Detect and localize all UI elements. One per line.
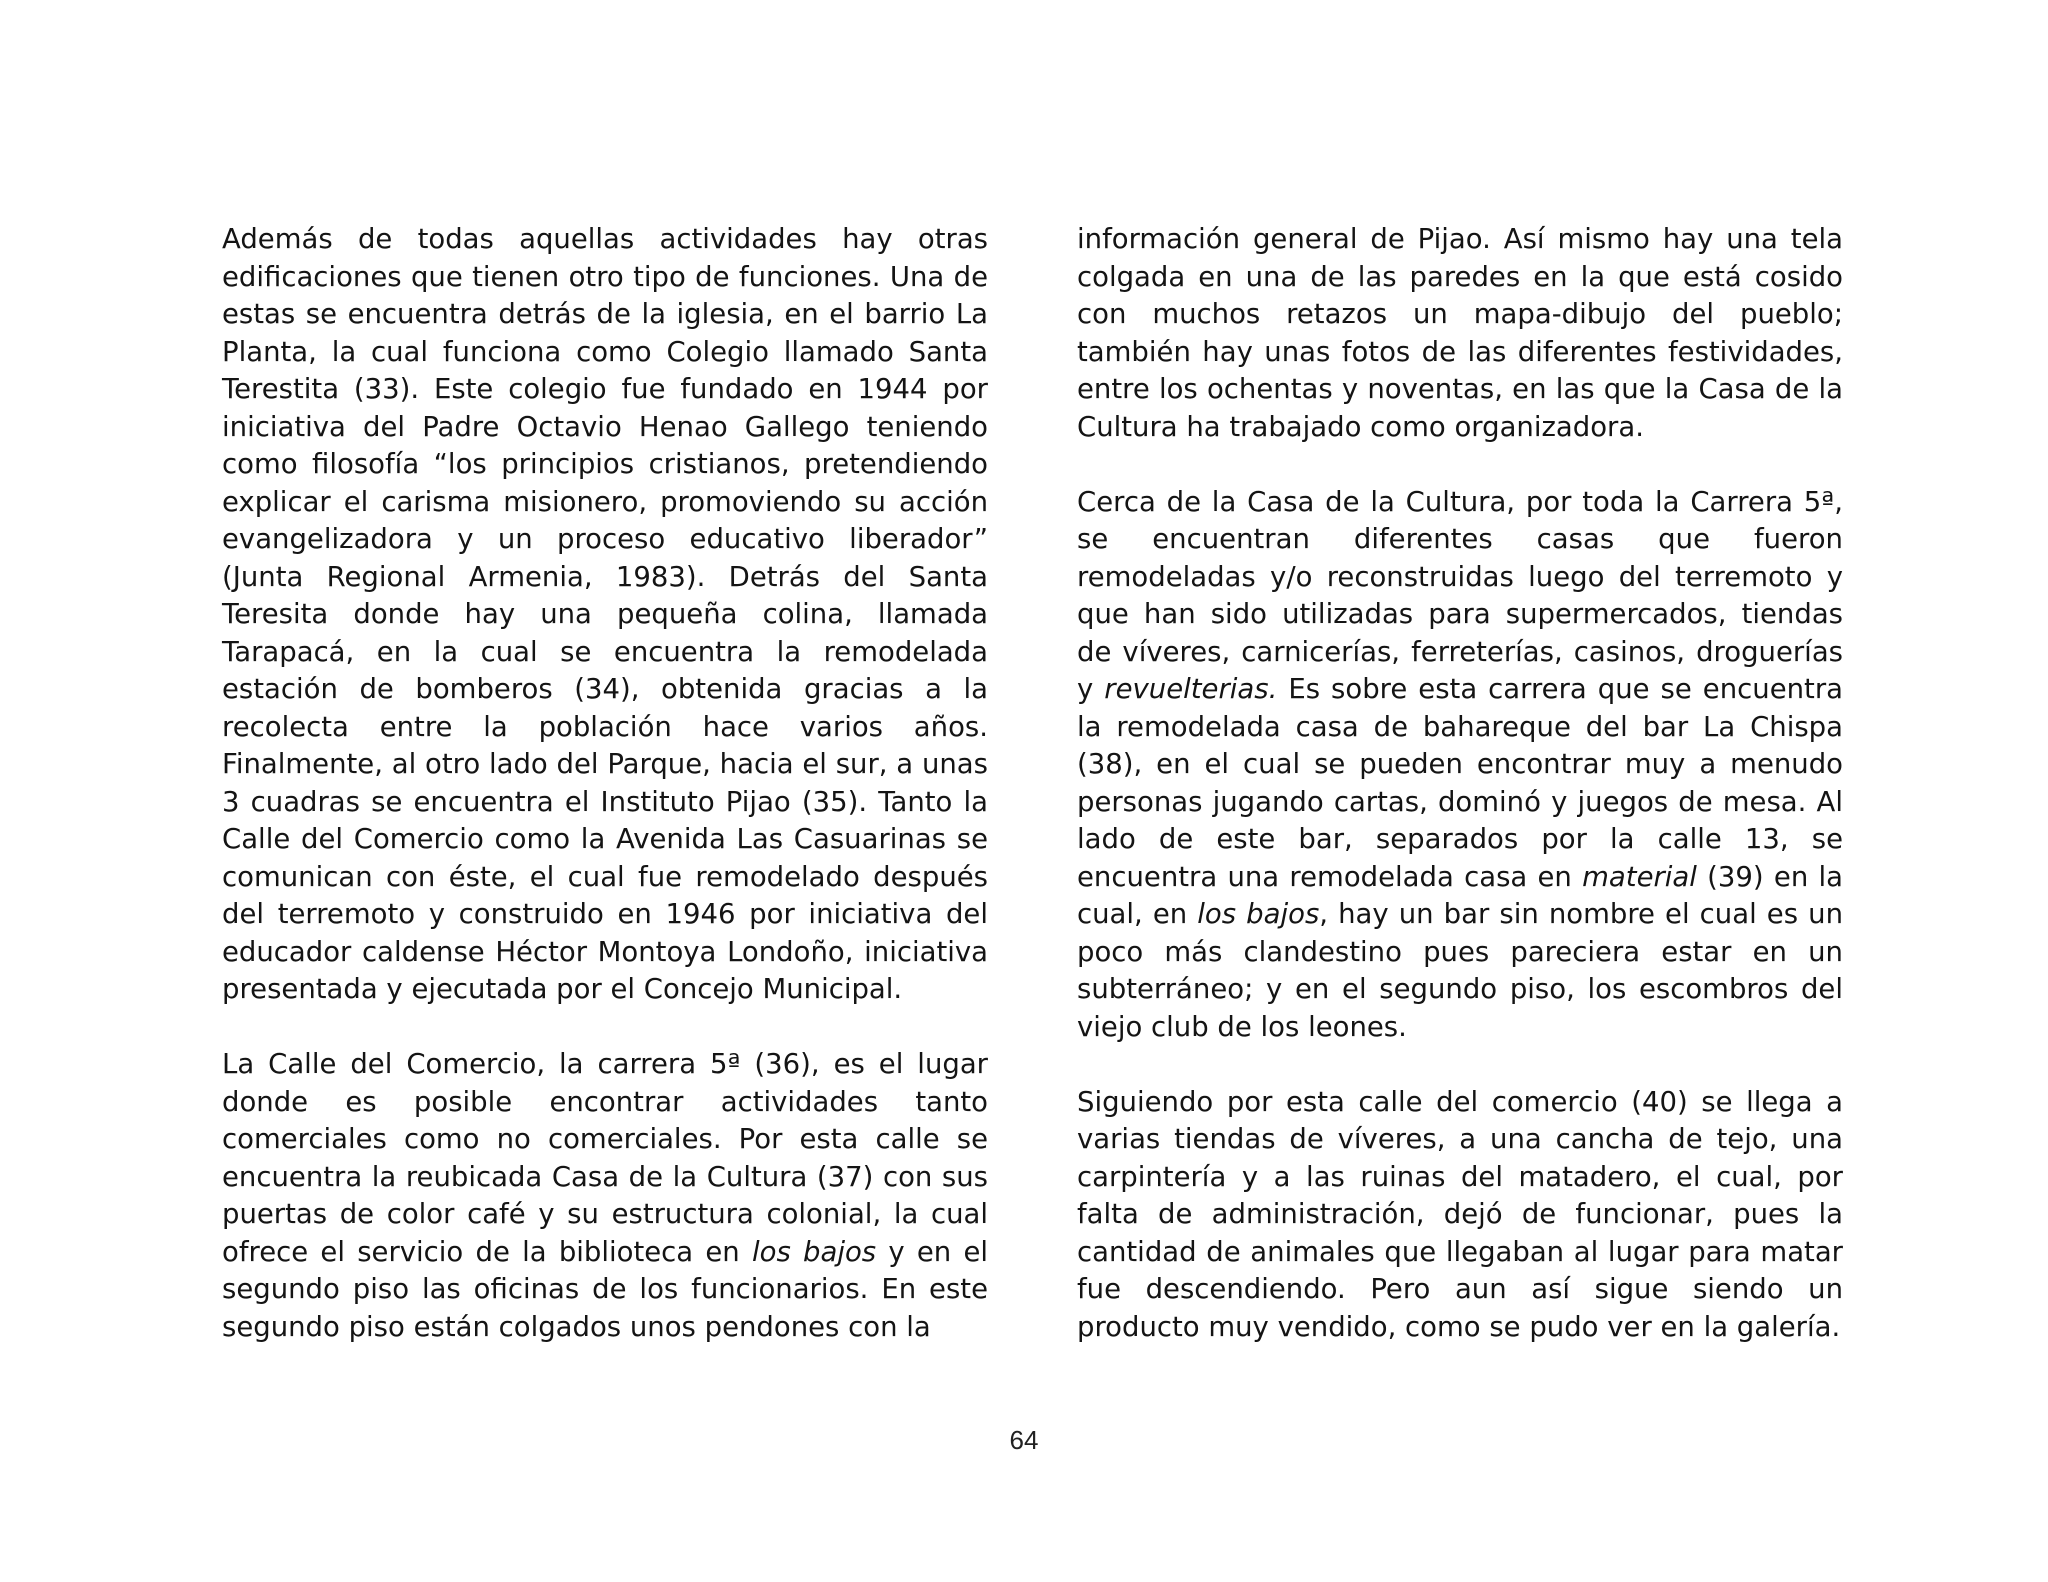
text-segment: y en el segundo piso las oficinas de los funcionarios. En este segundo piso están colgados unos pendones con la — [222, 1235, 989, 1343]
paragraph — [222, 1046, 988, 1346]
paragraph — [222, 221, 988, 1009]
text-segment: (39) en la cual, en — [1077, 860, 1844, 930]
text-segment: , hay un bar sin nombre el cual es un poco más clandestino pues pareciera estar en un subterráneo; y en el segundo piso, los escombros del viejo club de los leones. — [1077, 898, 1843, 1043]
paragraph — [1077, 1084, 1843, 1347]
text-segment: información general de Pijao. Así mismo hay una tela colgada en una de las paredes en la que está cosido con muchos retazos un mapa-dibujo del pueblo; también hay unas fotos de las diferentes festividades, entre los ochentas y noventas, en las que la Casa de la Cultura ha trabajado como organizadora. — [1077, 223, 1843, 443]
text-segment: Cerca de la Casa de la Cultura, por toda la Carrera 5ª, se encuentran diferentes casas que fueron remodeladas y/o reconstruidas luego del terremoto y que han sido utilizadas para supermercados, tiendas de víveres, carnicerías, ferreterías, casinos, droguerías y — [1077, 485, 1843, 705]
italic-text-segment: los bajos — [751, 1235, 877, 1268]
paragraph — [1077, 484, 1843, 1047]
italic-text-segment: material — [1582, 860, 1697, 893]
left-text-column — [222, 221, 988, 1384]
text-segment: Es sobre esta carrera que se encuentra la remodelada casa de bahareque del bar La Chispa (38), en el cual se pueden encontrar muy a menudo personas jugando cartas, dominó y juegos de mesa. Al lado de este bar, separados por la calle 13, se encuentra una remodelada casa en — [1077, 673, 1843, 893]
text-segment: Además de todas aquellas actividades hay otras edificaciones que tienen otro tipo de funciones. Una de estas se encuentra detrás de la iglesia, en el barrio La Planta, la cual funciona como Colegio llamado Santa Terestita (33). Este colegio fue fundado en 1944 por iniciativa del Padre Octavio Henao Gallego teniendo como filosofía “los principios cristianos, pretendiendo explicar el carisma misionero, promoviendo su acción evangelizadora y un proceso educativo liberador” (Junta Regional Armenia, 1983). Detrás del Santa Teresita donde hay una pequeña colina, llamada Tarapacá, en la cual se encuentra la remodelada estación de bomberos (34), obtenida gracias a la recolecta entre la población hace varios años. Finalmente, al otro lado del Parque, hacia el sur, a unas 3 cuadras se encuentra el Instituto Pijao (35). Tanto la Calle del Comercio como la Avenida Las Casuarinas se comunican con éste, el cual fue remodelado después del terremoto y construido en 1946 por iniciativa del educador caldense Héctor Montoya Londoño, iniciativa presentada y ejecutada por el Concejo Municipal. — [222, 223, 988, 1005]
italic-text-segment: revuelterias. — [1104, 673, 1278, 705]
text-segment: La Calle del Comercio, la carrera 5ª (36), es el lugar donde es posible encontrar actividades tanto comerciales como no comerciales. Por esta calle se encuentra la reubicada Casa de la Cultura (37) con sus puertas de color café y su estructura colonial, la cual ofrece el servicio de la biblioteca en — [222, 1048, 988, 1268]
page-number: 64 — [1009, 1425, 1039, 1455]
text-segment: Siguiendo por esta calle del comercio (40) se llega a varias tiendas de víveres, a una cancha de tejo, una carpintería y a las ruinas del matadero, el cual, por falta de administración, dejó de funcionar, pues la cantidad de animales que llegaban al lugar para matar fue descendiendo. Pero aun así sigue siendo un producto muy vendido, como se pudo ver en la galería. — [1077, 1085, 1843, 1343]
italic-text-segment: los bajos — [1197, 898, 1320, 930]
right-text-column — [1077, 221, 1843, 1384]
paragraph — [1077, 221, 1843, 446]
